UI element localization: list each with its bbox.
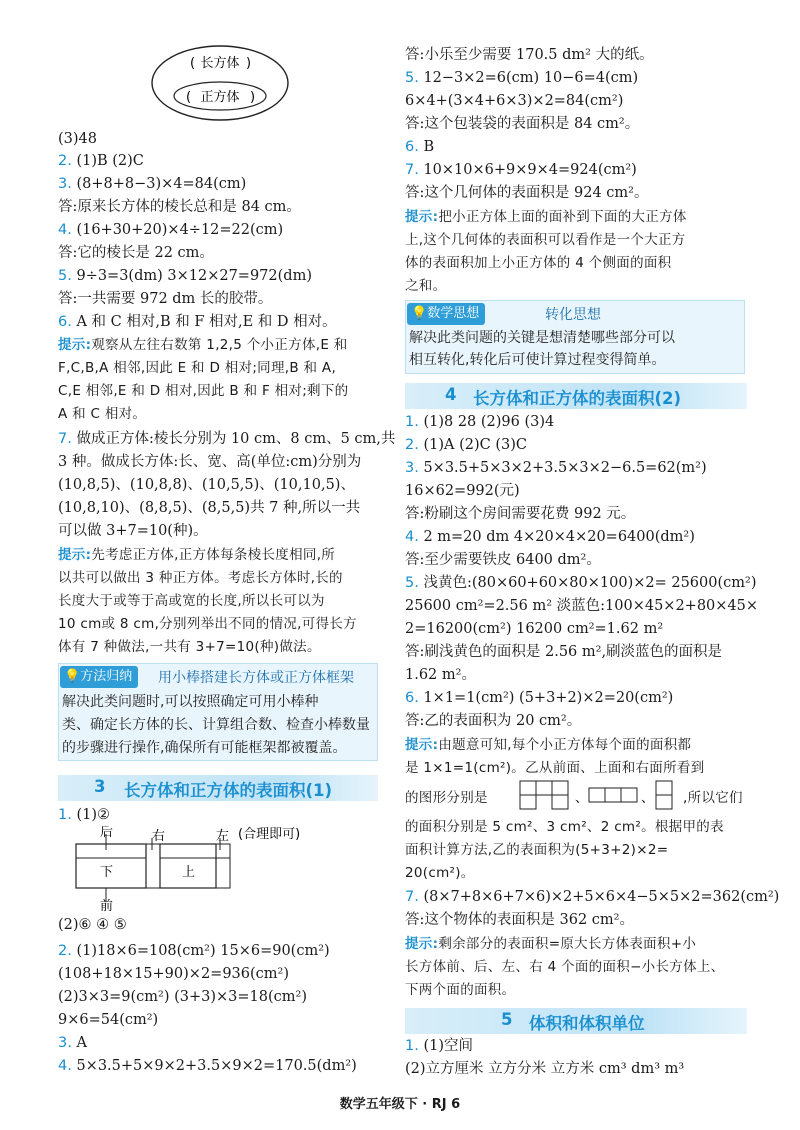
section-title: 长方体和正方体的表面积(1): [124, 781, 333, 800]
view-shapes-figure: [519, 780, 679, 814]
answer-line: 7. 做成正方体:棱长分别为 10 cm、8 cm、5 cm,共: [58, 431, 396, 447]
answer-line: 答:至少需要铁皮 6400 dm²。: [405, 552, 601, 568]
net-label-bottom: 下: [100, 865, 114, 880]
svg-text:、: 、: [575, 791, 589, 806]
answer-line: 7. (8×7+8×6+7×6)×2+5×6×4−5×5×2=362(cm²): [405, 889, 780, 905]
method-summary-text: 解决此类问题时,可以按照确定可用小棒种: [62, 694, 319, 710]
section-number: 5: [501, 1010, 513, 1029]
tip-line: 下两个面的面积。: [405, 982, 516, 998]
answer-line: 2. (1)A (2)C (3)C: [405, 437, 527, 453]
tip-line: 体的表面积加上小正方体的 4 个侧面的面积: [405, 255, 672, 271]
answer-line: (2)⑥ ④ ⑤: [58, 917, 127, 933]
tip-line: 提示:由题意可知,每个小正方体每个面的面积都: [405, 737, 692, 753]
tip-line: C,E 相邻,E 和 D 相对,因此 B 和 F 相对;剩下的: [58, 383, 349, 399]
answer-line: (2)立方厘米 立方分米 立方米 cm³ dm³ m³: [405, 1061, 685, 1077]
tip-line: 以共可以做出 3 种正方体。考虑长方体时,长的: [58, 570, 343, 586]
tip-line: 之和。: [405, 278, 447, 294]
net-label-right: 右: [152, 829, 166, 844]
answer-line: (10,8,5)、(10,8,8)、(10,5,5)、(10,10,5)、: [58, 477, 355, 493]
answer-line: 答:它的棱长是 22 cm。: [58, 245, 214, 261]
venn-paren-r2: ): [250, 90, 256, 105]
cuboid-net-diagram: [70, 826, 300, 912]
answer-line: (2)3×3=9(cm²) (3+3)×3=18(cm²): [58, 989, 308, 1005]
answer-line: 2=16200(cm²) 16200 cm²=1.62 m²: [405, 621, 664, 637]
tip-line: ,所以它们: [683, 790, 743, 806]
method-summary-text: 的步骤进行操作,确保所有可能框架都被覆盖。: [62, 740, 347, 756]
answer-line: 5. 9÷3=3(dm) 3×12×27=972(dm): [58, 268, 312, 284]
method-summary-badge: 💡方法归纳: [60, 666, 138, 688]
answer-line: 1. (1)空间: [405, 1038, 473, 1054]
section-title: 长方体和正方体的表面积(2): [473, 389, 682, 408]
answer-line: 可以做 3+7=10(种)。: [58, 523, 208, 539]
venn-paren-r1: ): [246, 56, 252, 71]
answer-line: (10,8,10)、(8,8,5)、(8,5,5)共 7 种,所以一共: [58, 500, 361, 516]
net-note: (合理即可): [238, 827, 300, 842]
tip-line: 20(cm²)。: [405, 865, 475, 881]
lightbulb-icon: 💡: [64, 669, 81, 684]
section-header-5: [405, 1008, 747, 1034]
answer-line: 答:乙的表面积为 20 cm²。: [405, 713, 582, 729]
answer-line: 答:这个几何体的表面积是 924 cm²。: [405, 185, 649, 201]
answer-line: 1. (1)8 28 (2)96 (3)4: [405, 414, 555, 430]
lightbulb-icon: 💡: [411, 306, 428, 321]
answer-line: 5. 浅黄色:(80×60+60×80×100)×2= 25600(cm²): [405, 575, 757, 591]
answer-line: 答:原来长方体的棱长总和是 84 cm。: [58, 199, 301, 215]
section-header-3: [58, 775, 378, 801]
answer-line: 6×4+(3×4+6×3)×2=84(cm²): [405, 93, 624, 109]
answer-line: 6. 1×1=1(cm²) (5+3+2)×2=20(cm²): [405, 690, 674, 706]
tip-line: 长度大于或等于高或宽的长度,所以长可以为: [58, 593, 325, 609]
math-thinking-text: 解决此类问题的关键是想清楚哪些部分可以: [409, 330, 675, 346]
section-header-4: [405, 383, 747, 409]
answer-line: 25600 cm²=2.56 m² 淡蓝色:100×45×2+80×45×: [405, 598, 759, 614]
answer-line: 5. 12−3×2=6(cm) 10−6=4(cm): [405, 70, 639, 86]
tip-line: F,C,B,A 相邻,因此 E 和 D 相对;同理,B 和 A,: [58, 360, 337, 376]
tip-line: 提示:把小正方体上面的面补到下面的大正方体: [405, 209, 687, 225]
venn-diagram: [150, 44, 290, 122]
answer-line: 6. B: [405, 139, 435, 155]
net-label-back: 后: [100, 826, 114, 840]
net-label-top: 上: [182, 865, 196, 880]
venn-outer-label: 长方体: [200, 56, 240, 71]
answer-line: 2. (1)B (2)C: [58, 153, 144, 169]
tip-line: 长方体前、后、左、右 4 个面的面积−小长方体上、: [405, 959, 725, 975]
answer-line: 答:一共需要 972 dm 长的胶带。: [58, 291, 273, 307]
tip-line: 的图形分别是: [405, 790, 488, 806]
venn-paren-l2: (: [186, 90, 192, 105]
page-footer: 数学五年级下 · RJ 6: [339, 1097, 461, 1112]
venn-inner-label: 正方体: [200, 90, 240, 105]
answer-line: 答:粉刷这个房间需要花费 992 元。: [405, 506, 636, 522]
answer-line: 答:小乐至少需要 170.5 dm² 大的纸。: [405, 47, 654, 63]
answer-line: (3)48: [58, 131, 97, 147]
answer-line: 3. (8+8+8−3)×4=84(cm): [58, 176, 247, 192]
answer-line: (108+18×15+90)×2=936(cm²): [58, 966, 289, 982]
math-thinking-title: 转化思想: [545, 307, 601, 323]
answer-line: 3. 5×3.5+5×3×2+3.5×3×2−6.5=62(m²): [405, 460, 707, 476]
tip-line: 提示:先考虑正方体,正方体每条棱长度相同,所: [58, 547, 336, 563]
tip-line: 面积计算方法,乙的表面积为(5+3+2)×2=: [405, 842, 669, 858]
answer-line: 1.62 m²。: [405, 667, 476, 683]
math-thinking-text: 相互转化,转化后可使计算过程变得简单。: [409, 352, 666, 368]
svg-text:、: 、: [641, 791, 655, 806]
answer-line: 1. (1)②: [58, 807, 110, 823]
tip-line: 的面积分别是 5 cm²、3 cm²、2 cm²。根据甲的表: [405, 819, 724, 835]
answer-line: 答:这个物体的表面积是 362 cm²。: [405, 912, 634, 928]
tip-line: 体有 7 种做法,一共有 3+7=10(种)做法。: [58, 639, 321, 655]
tip-line: 是 1×1=1(cm²)。乙从前面、上面和右面所看到: [405, 760, 705, 776]
answer-line: 答:这个包装袋的表面积是 84 cm²。: [405, 116, 640, 132]
method-summary-title: 用小棒搭建长方体或正方体框架: [158, 670, 354, 686]
method-summary-text: 类、确定长方体的长、计算组合数、检查小棒数量: [62, 717, 370, 733]
answer-line: 4. 2 m=20 dm 4×20×4×20=6400(dm²): [405, 529, 695, 545]
tip-line: 提示:观察从左往右数第 1,2,5 个小正方体,E 和: [58, 337, 348, 353]
math-thinking-badge: 💡数学思想: [407, 303, 485, 325]
answer-line: 16×62=992(元): [405, 483, 520, 499]
answer-line: 6. A 和 C 相对,B 和 F 相对,E 和 D 相对。: [58, 314, 337, 330]
tip-line: 10 cm或 8 cm,分别列举出不同的情况,可得长方: [58, 616, 357, 632]
answer-line: 7. 10×10×6+9×9×4=924(cm²): [405, 162, 637, 178]
section-title: 体积和体积单位: [529, 1014, 645, 1033]
tip-line: 提示:剩余部分的表面积=原大长方体表面积+小: [405, 936, 697, 952]
answer-line: 4. (16+30+20)×4÷12=22(cm): [58, 222, 284, 238]
answer-line: 3 种。做成长方体:长、宽、高(单位:cm)分别为: [58, 454, 362, 470]
tip-line: 上,这个几何体的表面积可以看作是一个大正方: [405, 232, 686, 248]
venn-paren-l1: (: [190, 56, 196, 71]
answer-line: 3. A: [58, 1035, 87, 1051]
answer-line: 答:刷浅黄色的面积是 2.56 m²,刷淡蓝色的面积是: [405, 644, 723, 660]
section-number: 3: [94, 777, 106, 796]
answer-line: 9×6=54(cm²): [58, 1012, 159, 1028]
net-label-front: 前: [100, 899, 114, 912]
answer-line: 2. (1)18×6=108(cm²) 15×6=90(cm²): [58, 943, 330, 959]
net-label-left: 左: [216, 829, 230, 844]
answer-line: 4. 5×3.5+5×9×2+3.5×9×2=170.5(dm²): [58, 1058, 357, 1074]
tip-line: A 和 C 相对。: [58, 406, 147, 422]
section-number: 4: [445, 385, 457, 404]
